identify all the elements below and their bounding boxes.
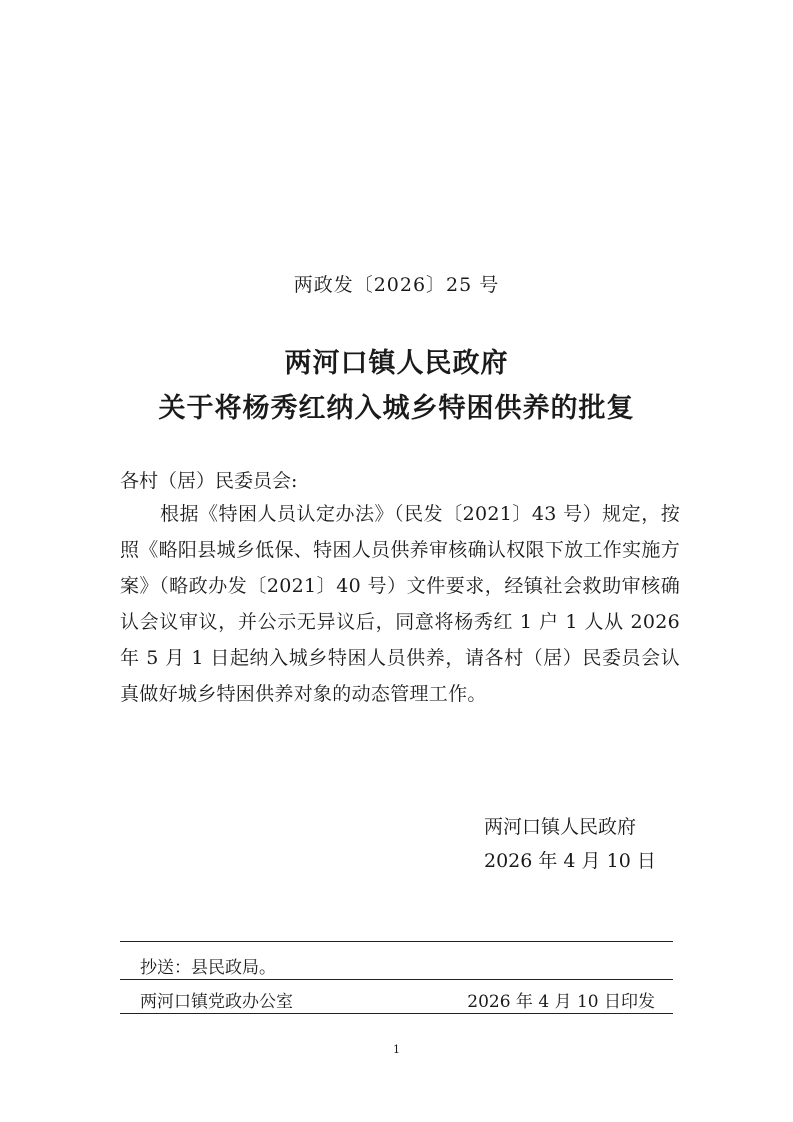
footer-rule-middle [120, 979, 673, 980]
salutation: 各村（居）民委员会: [120, 470, 298, 492]
footer-rule-top [120, 941, 673, 942]
body-paragraph: 根据《特困人员认定办法》（民发〔2021〕43 号）规定，按照《略阳县城乡低保、特困人员供养审核确认权限下放工作实施方案》（略政办发〔2021〕40 号）文件要求，经镇社会救助审核确认会议审议，并公示无异议后，同意将杨秀红 1 户 1 人从 2026 年 5 月 1 日起纳入城乡特困人员供养，请各村（居）民委员会认真做好城乡特困供养对象的动态管理工作。 [120, 503, 680, 705]
document-title-line-1: 两河口镇人民政府 [284, 348, 509, 379]
document-number: 两政发〔2026〕25 号 [293, 274, 500, 296]
issuing-office: 两河口镇党政办公室 [140, 992, 293, 1012]
cc-line: 抄送：县民政局。 [140, 958, 276, 978]
issue-date: 2026 年 4 月 10 日印发 [467, 992, 655, 1012]
signature-organization: 两河口镇人民政府 [484, 816, 637, 838]
footer-rule-bottom [120, 1013, 673, 1014]
page-number: 1 [393, 1043, 400, 1056]
document-title-line-2: 关于将杨秀红纳入城乡特困供养的批复 [158, 393, 635, 424]
signature-date: 2026 年 4 月 10 日 [484, 850, 656, 872]
